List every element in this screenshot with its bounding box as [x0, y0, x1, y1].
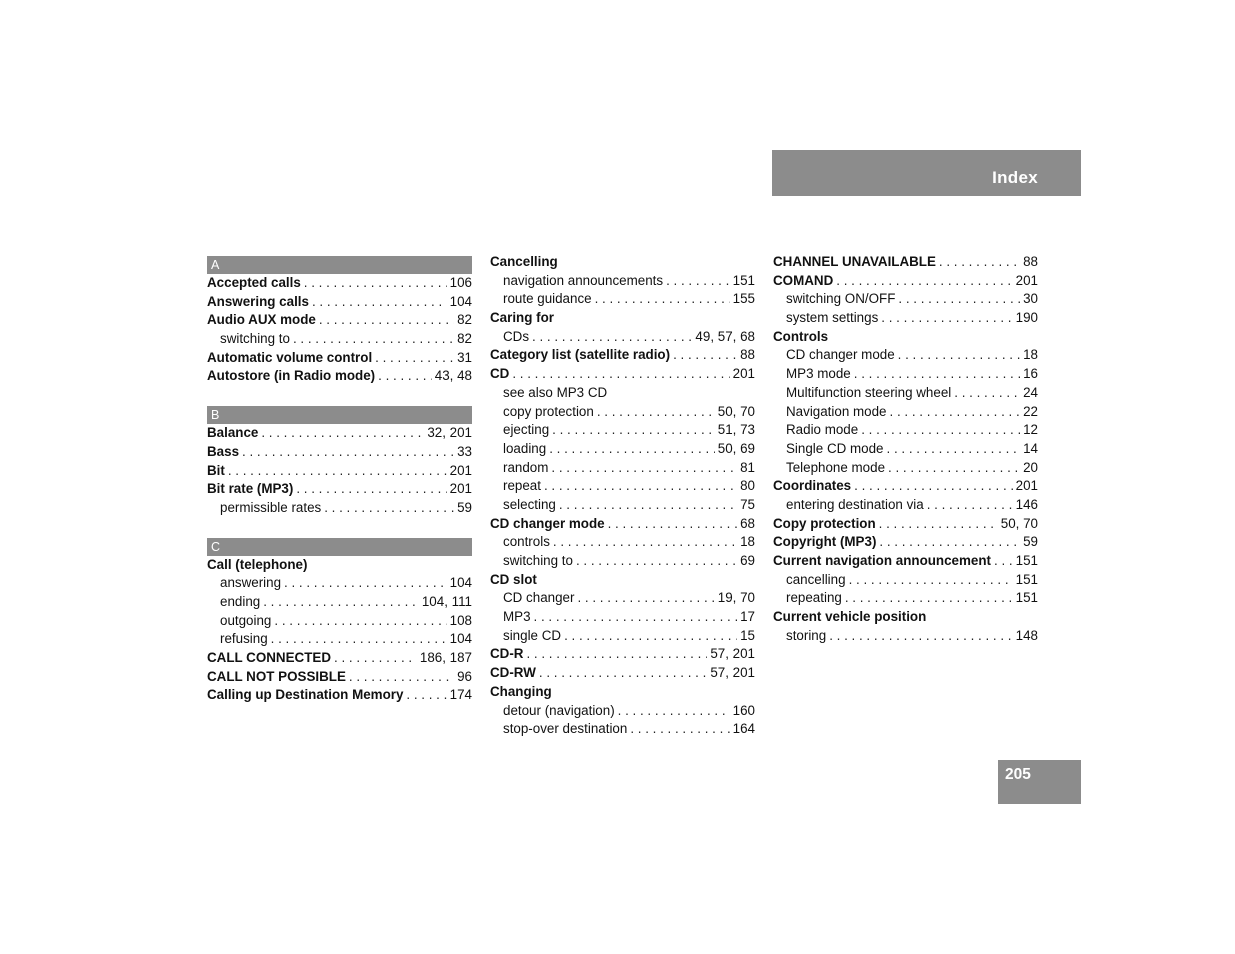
leader-dots: [618, 702, 730, 721]
entry-term: CD slot: [490, 571, 537, 587]
page-number-box: [998, 760, 1081, 804]
entry-term: Bit: [207, 462, 225, 478]
entry-term: CALL CONNECTED: [207, 650, 331, 665]
leader-dots: [526, 645, 707, 664]
leader-dots: [559, 496, 737, 515]
index-entry: [207, 443, 472, 462]
leader-dots: [879, 533, 1020, 552]
entry-term: Bass: [207, 443, 240, 459]
leader-dots: [576, 552, 737, 571]
entry-term: CDs: [503, 328, 530, 344]
entry-pages: 190: [1015, 310, 1038, 326]
entry-pages: 33: [457, 443, 472, 459]
leader-dots: [666, 272, 730, 291]
leader-dots: [539, 664, 707, 683]
entry-pages: 201: [449, 462, 472, 478]
leader-dots: [334, 649, 417, 668]
entry-term: switching ON/OFF: [786, 291, 896, 307]
entry-term: Accepted calls: [207, 275, 301, 290]
index-entry: [773, 328, 1038, 347]
leader-dots: [861, 421, 1020, 440]
entry-pages: 14: [1023, 440, 1038, 456]
entry-pages: 81: [740, 459, 755, 475]
index-subentry: [490, 403, 755, 422]
index-subentry: [490, 421, 755, 440]
page-title: Index: [992, 168, 1038, 187]
index-subentry: [207, 630, 472, 649]
entry-pages: 174: [449, 687, 472, 703]
entry-term: Answering calls: [207, 293, 309, 309]
entry-pages: 88: [1023, 254, 1038, 269]
entry-term: selecting: [503, 496, 556, 512]
entry-pages: 24: [1023, 384, 1038, 400]
index-subentry: [773, 459, 1038, 478]
index-entry: [490, 346, 755, 365]
entry-term: Multifunction steering wheel: [786, 384, 952, 400]
index-entry: [490, 571, 755, 590]
entry-term: route guidance: [503, 291, 592, 307]
leader-dots: [854, 477, 1013, 496]
leader-dots: [228, 462, 447, 481]
entry-pages: 69: [740, 553, 755, 568]
entry-term: Copy protection: [773, 515, 876, 531]
entry-term: repeat: [503, 478, 541, 494]
leader-dots: [324, 499, 454, 518]
index-subentry: [773, 440, 1038, 459]
entry-term: see also MP3 CD: [503, 384, 608, 400]
index-entry: [773, 515, 1038, 534]
index-subentry: [773, 496, 1038, 515]
entry-term: CHANNEL UNAVAILABLE: [773, 254, 936, 269]
entry-pages: 19, 70: [717, 590, 755, 606]
entry-pages: 20: [1023, 459, 1038, 475]
index-column-3: [773, 253, 1038, 645]
entry-term: Balance: [207, 425, 259, 441]
entry-term: Category list (satellite radio): [490, 347, 671, 363]
entry-term: random: [503, 459, 549, 475]
index-entry: [490, 253, 755, 272]
entry-term: ejecting: [503, 422, 550, 438]
entry-pages: 68: [740, 515, 755, 531]
entry-term: Current vehicle position: [773, 609, 927, 625]
letter-section-header: B: [207, 406, 472, 424]
leader-dots: [888, 459, 1020, 478]
entry-pages: 108: [449, 612, 472, 628]
entry-term: Telephone mode: [786, 459, 886, 475]
index-subentry: [207, 499, 472, 518]
index-subentry: [773, 571, 1038, 590]
entry-pages: 201: [1015, 478, 1038, 494]
entry-pages: 164: [732, 721, 755, 737]
entry-term: single CD: [503, 627, 562, 643]
index-entry: [207, 367, 472, 386]
index-column-1: [207, 253, 472, 705]
index-subentry: [773, 384, 1038, 403]
entry-term: Caring for: [490, 310, 554, 326]
leader-dots: [597, 403, 715, 422]
leader-dots: [552, 421, 715, 440]
index-entry: [773, 272, 1038, 291]
leader-dots: [349, 668, 454, 687]
index-subentry: [207, 574, 472, 593]
entry-pages: 151: [1015, 590, 1038, 606]
entry-term: ending: [220, 593, 261, 609]
leader-dots: [954, 384, 1020, 403]
entry-pages: 201: [449, 481, 472, 497]
leader-dots: [551, 459, 737, 478]
leader-dots: [274, 612, 446, 631]
entry-term: Call (telephone): [207, 556, 308, 572]
entry-pages: 32, 201: [427, 425, 472, 441]
leader-dots: [854, 365, 1020, 384]
index-subentry: [490, 328, 755, 347]
entry-term: Cancelling: [490, 254, 558, 269]
leader-dots: [512, 365, 729, 384]
entry-term: Controls: [773, 328, 829, 344]
letter-section-header: A: [207, 256, 472, 274]
leader-dots: [898, 290, 1020, 309]
leader-dots: [881, 309, 1012, 328]
entry-pages: 16: [1023, 366, 1038, 382]
leader-dots: [284, 574, 447, 593]
index-subentry: [773, 627, 1038, 646]
leader-dots: [630, 720, 729, 739]
leader-dots: [549, 440, 715, 459]
entry-term: answering: [220, 575, 282, 591]
leader-dots: [312, 293, 447, 312]
entry-pages: 148: [1015, 627, 1038, 643]
entry-pages: 59: [457, 499, 472, 515]
entry-pages: 80: [740, 478, 755, 494]
index-subentry: [490, 459, 755, 478]
entry-pages: 57, 201: [710, 646, 755, 662]
index-entry: [207, 480, 472, 499]
entry-pages: 106: [449, 275, 472, 290]
index-entry: [773, 477, 1038, 496]
leader-dots: [532, 328, 692, 347]
entry-term: Radio mode: [786, 422, 859, 438]
index-subentry: [207, 612, 472, 631]
index-subentry: [773, 365, 1038, 384]
entry-pages: 82: [457, 312, 472, 328]
entry-pages: 151: [1015, 571, 1038, 587]
index-subentry: [490, 720, 755, 739]
leader-dots: [577, 589, 714, 608]
entry-pages: 160: [732, 702, 755, 718]
entry-term: detour (navigation): [503, 702, 615, 718]
leader-dots: [879, 515, 998, 534]
leader-dots: [836, 272, 1012, 291]
entry-term: controls: [503, 534, 550, 550]
leader-dots: [263, 593, 419, 612]
leader-dots: [890, 403, 1021, 422]
entry-term: storing: [786, 627, 827, 643]
leader-dots: [994, 552, 1013, 571]
entry-term: navigation announcements: [503, 272, 664, 288]
page-number: 205: [1005, 766, 1031, 783]
entry-term: refusing: [220, 631, 268, 647]
index-subentry: [490, 589, 755, 608]
entry-pages: 201: [1015, 272, 1038, 288]
entry-pages: 22: [1023, 403, 1038, 419]
index-subentry: [490, 477, 755, 496]
entry-pages: 17: [740, 609, 755, 625]
index-subentry: [490, 384, 755, 403]
index-subentry: [490, 533, 755, 552]
entry-term: CD: [490, 366, 510, 382]
leader-dots: [242, 443, 454, 462]
entry-term: Calling up Destination Memory: [207, 687, 404, 703]
entry-pages: 12: [1023, 422, 1038, 438]
entry-term: entering destination via: [786, 496, 924, 512]
entry-pages: 30: [1023, 291, 1038, 307]
entry-term: MP3 mode: [786, 366, 851, 382]
index-entry: [207, 274, 472, 293]
index-subentry: [490, 702, 755, 721]
index-subentry: [490, 496, 755, 515]
index-subentry: [207, 593, 472, 612]
index-entry: [207, 686, 472, 705]
index-subentry: [773, 309, 1038, 328]
section-gap: [207, 518, 472, 534]
index-subentry: [490, 552, 755, 571]
entry-term: Navigation mode: [786, 403, 887, 419]
leader-dots: [829, 627, 1012, 646]
entry-pages: 104: [449, 575, 472, 591]
section-gap: [207, 386, 472, 402]
entry-term: Automatic volume control: [207, 349, 373, 365]
entry-pages: 151: [732, 272, 755, 288]
leader-dots: [564, 627, 737, 646]
entry-term: Autostore (in Radio mode): [207, 368, 376, 384]
leader-dots: [673, 346, 737, 365]
entry-term: repeating: [786, 590, 842, 606]
index-entry: [490, 515, 755, 534]
leader-dots: [939, 253, 1020, 272]
entry-pages: 18: [1023, 347, 1038, 363]
entry-pages: 186, 187: [419, 650, 472, 665]
entry-pages: 96: [457, 668, 472, 684]
entry-term: copy protection: [503, 403, 594, 419]
leader-dots: [534, 608, 738, 627]
leader-dots: [296, 480, 446, 499]
leader-dots: [887, 440, 1021, 459]
index-entry: [207, 311, 472, 330]
entry-pages: 57, 201: [710, 665, 755, 681]
entry-pages: 15: [740, 627, 755, 643]
entry-term: CD-R: [490, 646, 524, 662]
index-subentry: [490, 608, 755, 627]
index-entry: [207, 349, 472, 368]
entry-term: Current navigation announcement: [773, 553, 991, 568]
leader-dots: [553, 533, 737, 552]
index-subentry: [490, 290, 755, 309]
entry-pages: 146: [1015, 496, 1038, 512]
entry-term: CD changer mode: [786, 347, 895, 363]
leader-dots: [375, 349, 454, 368]
entry-pages: 104, 111: [421, 593, 472, 609]
entry-pages: 49, 57, 68: [695, 328, 755, 344]
entry-term: COMAND: [773, 272, 834, 288]
entry-pages: 155: [732, 291, 755, 307]
index-entry: [773, 608, 1038, 627]
entry-term: Audio AUX mode: [207, 312, 316, 328]
index-subentry: [490, 272, 755, 291]
index-entry: [490, 309, 755, 328]
index-entry: [207, 462, 472, 481]
leader-dots: [293, 330, 454, 349]
index-subentry: [773, 290, 1038, 309]
entry-term: switching to: [503, 553, 573, 568]
entry-term: Single CD mode: [786, 440, 884, 456]
index-subentry: [773, 346, 1038, 365]
entry-pages: 104: [449, 631, 472, 647]
leader-dots: [261, 424, 424, 443]
letter-section-header: C: [207, 538, 472, 556]
index-entry: [207, 649, 472, 668]
entry-term: system settings: [786, 310, 879, 326]
entry-pages: 104: [449, 293, 472, 309]
entry-pages: 51, 73: [717, 422, 755, 438]
entry-term: outgoing: [220, 612, 272, 628]
entry-pages: 18: [740, 534, 755, 550]
leader-dots: [544, 477, 737, 496]
index-entry: [773, 533, 1038, 552]
entry-pages: 50, 69: [717, 440, 755, 456]
entry-pages: 59: [1023, 534, 1038, 550]
entry-term: MP3: [503, 609, 531, 625]
entry-pages: 201: [732, 366, 755, 382]
entry-pages: 75: [740, 496, 755, 512]
entry-pages: 50, 70: [717, 403, 755, 419]
index-entry: [490, 683, 755, 702]
entry-term: Copyright (MP3): [773, 534, 877, 550]
entry-term: loading: [503, 440, 547, 456]
entry-term: Changing: [490, 683, 552, 699]
leader-dots: [304, 274, 447, 293]
entry-pages: 82: [457, 331, 472, 347]
entry-pages: 151: [1015, 553, 1038, 568]
leader-dots: [271, 630, 447, 649]
entry-term: Bit rate (MP3): [207, 481, 294, 497]
entry-term: CD changer: [503, 590, 575, 606]
entry-term: CD changer mode: [490, 515, 605, 531]
entry-pages: 50, 70: [1000, 515, 1038, 531]
index-entry: [207, 293, 472, 312]
leader-dots: [898, 346, 1020, 365]
index-subentry: [773, 403, 1038, 422]
entry-term: cancelling: [786, 571, 846, 587]
leader-dots: [378, 367, 432, 386]
index-subentry: [773, 589, 1038, 608]
leader-dots: [927, 496, 1013, 515]
entry-term: CALL NOT POSSIBLE: [207, 668, 346, 684]
leader-dots: [595, 290, 730, 309]
index-entry: [490, 645, 755, 664]
index-header-bar: [772, 150, 1081, 196]
index-subentry: [207, 330, 472, 349]
index-column-2: [490, 253, 755, 739]
index-entry: [490, 664, 755, 683]
leader-dots: [849, 571, 1013, 590]
leader-dots: [406, 686, 446, 705]
entry-pages: 88: [740, 347, 755, 363]
leader-dots: [608, 515, 738, 534]
entry-term: Coordinates: [773, 478, 852, 494]
index-entry: [207, 424, 472, 443]
index-subentry: [490, 440, 755, 459]
index-entry: [490, 365, 755, 384]
leader-dots: [319, 311, 454, 330]
index-subentry: [490, 627, 755, 646]
index-entry: [773, 253, 1038, 272]
entry-pages: 43, 48: [434, 368, 472, 384]
index-subentry: [773, 421, 1038, 440]
leader-dots: [845, 589, 1013, 608]
index-entry: [773, 552, 1038, 571]
index-entry: [207, 556, 472, 575]
index-entry: [207, 668, 472, 687]
entry-term: switching to: [220, 331, 290, 347]
entry-term: stop-over destination: [503, 721, 628, 737]
entry-pages: 31: [457, 349, 472, 365]
entry-term: CD-RW: [490, 665, 536, 681]
entry-term: permissible rates: [220, 499, 322, 515]
